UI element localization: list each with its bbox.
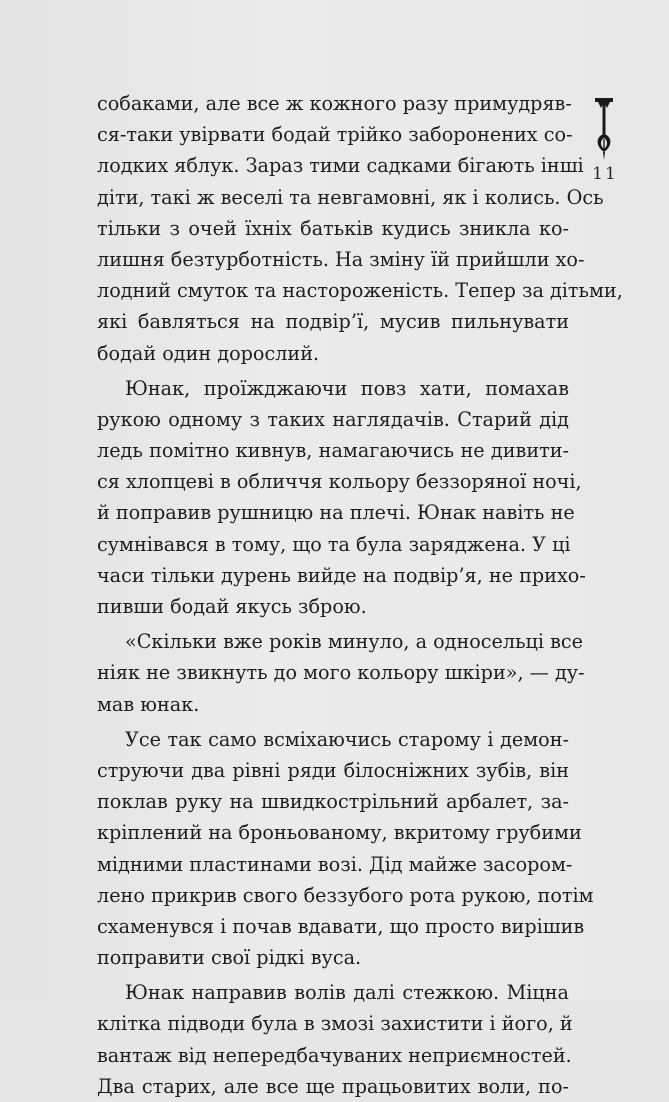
text-line: пивши бодай якусь зброю. xyxy=(97,595,367,618)
sword-leaf-emblem-icon xyxy=(589,96,619,162)
text-line: які бавляться на подвір’ї, мусив пильнувати xyxy=(97,310,569,334)
text-line: мідними пластинами возі. Дід майже засором- xyxy=(97,852,573,876)
text-line: рукою одному з таких наглядачів. Старий дід xyxy=(97,407,569,431)
text-line: схаменувся і почав вдавати, що просто вирішив xyxy=(97,914,585,938)
text-line: Два старих, але все ще працьовитих воли, по- xyxy=(97,1074,569,1098)
text-line: часи тільки дурень вийде на подвір’я, не прихо- xyxy=(97,563,586,587)
text-line: ся-таки увірвати бодай трійко заборонених со- xyxy=(97,123,573,147)
text-line: тільки з очей їхніх батьків кудись зникла ко- xyxy=(97,216,569,240)
text-line: й поправив рушницю на плечі. Юнак навіть не xyxy=(97,501,575,525)
page-number: 11 xyxy=(592,164,618,184)
text-line: лено прикрив свого беззубого рота рукою, потім xyxy=(97,883,594,907)
text-line: лодний смуток та настороженість. Тепер за дітьми, xyxy=(97,279,623,303)
text-line: ся хлопцеві в обличчя кольору беззоряної ночі, xyxy=(97,470,582,494)
text-line: сумнівався в тому, що та була заряджена. У ці xyxy=(97,532,571,556)
text-line: клітка підводи була в змозі захистити і його, й xyxy=(97,1012,573,1036)
text-line: ледь помітно кивнув, намагаючись не дивити- xyxy=(97,439,569,463)
text-line: струючи два рівні ряди білосніжних зубів, він xyxy=(97,758,569,782)
text-line: лодких яблук. Зараз тими садками бігають інші xyxy=(97,154,584,178)
text-line: Юнак направив волів далі стежкою. Міцна xyxy=(125,981,569,1005)
text-line: собаками, але все ж кожного разу примудряв- xyxy=(97,92,572,115)
text-line: мав юнак. xyxy=(97,692,200,716)
text-line: Юнак, проїжджаючи повз хати, помахав xyxy=(125,376,569,400)
text-line: лишня безтурботність. На зміну їй прийшли хо- xyxy=(97,247,585,271)
text-line: ніяк не звикнуть до мого кольору шкіри», — ду- xyxy=(97,661,585,685)
text-line: «Скільки вже років минуло, а односельці все xyxy=(125,630,584,654)
text-line: кріплений на броньованому, вкритому грубими xyxy=(97,821,582,845)
text-line: поклав руку на швидкострільний арбалет, за- xyxy=(97,790,569,814)
text-line: поправити свої рідкі вуса. xyxy=(97,946,362,970)
text-line: діти, такі ж веселі та невгамовні, як і колись. Ось xyxy=(97,185,604,209)
text-line: Усе так само всміхаючись старому і демон- xyxy=(125,727,569,751)
text-line: бодай один дорослий. xyxy=(97,341,320,365)
text-line: вантаж від непередбачуваних неприємностей. xyxy=(97,1043,572,1067)
